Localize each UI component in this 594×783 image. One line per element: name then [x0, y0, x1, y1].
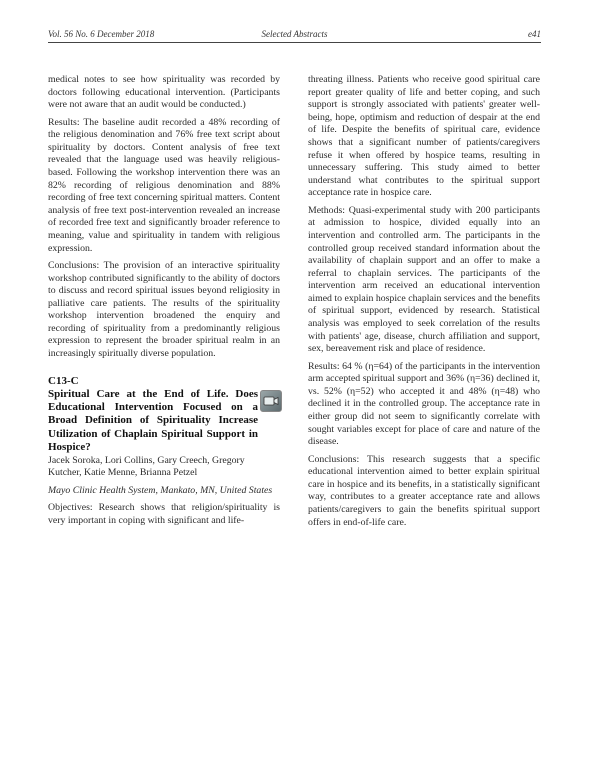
right-column: [308, 74, 540, 534]
header-rule: [48, 42, 541, 43]
results-paragraph: Results: The baseline audit recorded a 48% recording of the religious denomination and 76% free text script about spirituality by doctors. Content analysis of free text revealed that the language used was heavily religious-based. Following the workshop intervention there was an 82% recording of religious denomination and 88% recording of free text concerning spiritual matters. Content analysis of free text post-intervention revealed an increase of recorded free text and significantly broader reference to meaning, value and spirituality in tandem with religious expression.: [48, 116, 280, 254]
abstract-code: C13-C: [48, 374, 79, 387]
abstract-affiliation: Mayo Clinic Health System, Mankato, MN, United States: [48, 484, 273, 496]
section-title: Selected Abstracts: [261, 29, 328, 39]
conclusions-paragraph: Conclusions: This research suggests that a specific educational intervention aimed to better explain spiritual care in hospice and its benefits, in a statistically significant way, contributes to a greater acceptance rate and allows patients/caregivers to gain the benefits spiritual support offers in end-of-life care.: [308, 453, 540, 528]
abstract-title: Spiritual Care at the End of Life. Does Educational Intervention Focused on a Broad Definition of Spirituality Increase Utilization of Chaplain Spiritual Support in Hospice?: [48, 387, 258, 454]
journal-volume: Vol. 56 No. 6 December 2018: [48, 29, 155, 39]
paragraph: threating illness. Patients who receive good spiritual care report greater quality of life and better coping, and such support is strongly associated with patients' greater well-being, hope, optimism and reduction of despair at the end of life. Despite the benefits of spiritual care, evidence shows that a significant number of patients/caregivers refuse it when offered by hospice teams, resulting in unnecessary suffering. This study aimed to better understand what contributes to the spiritual support acceptance rate in hospice care.: [308, 74, 540, 199]
objectives-paragraph: Objectives: Research shows that religion/spirituality is very important in coping with significant and life-: [48, 502, 280, 526]
results-paragraph: Results: 64 % (η=64) of the participants in the intervention arm accepted spiritual support and 36% (η=36) declined it, vs. 52% (η=52) who accepted it and 48% (η=48) who declined it in the controlled group. The acceptance rate in either group did not seem to significantly correlate with sought variables except for place of care and nature of the disease.: [308, 360, 540, 448]
conclusions-paragraph: Conclusions: The provision of an interactive spirituality workshop contributed significantly to the ability of doctors to discuss and record spiritual issues beyond religiosity in palliative care patients. The results of the spirituality workshop intervention broadened the enquiry and recording of spirituality from a predominantly religious expression to represent the broader spiritual realm in an increasingly spiritually diverse population.: [48, 259, 280, 360]
abstract-title-block: [48, 388, 280, 455]
paragraph: medical notes to see how spirituality was recorded by doctors following educational intervention. (Participants were not aware that an audit would be conducted.): [48, 74, 280, 111]
left-column: [48, 74, 280, 532]
methods-paragraph: Methods: Quasi-experimental study with 200 participants at admission to hospice, divided equally into an intervention and controlled arm. The participants in the controlled group received standard information about the availability of chaplain support and an offer to make a referral to chaplain services. The participants of the intervention arm received an educational intervention aimed to explain hospice chaplain services and the benefits of spiritual support, evidenced by research. Statistical analysis was employed to seek correlation of the results with patients' age, disease, church affiliation and support, sex, bereavement risk and place of residence.: [308, 204, 540, 355]
page-number: e41: [528, 29, 541, 39]
video-camera-icon[interactable]: [260, 390, 282, 412]
running-header: [48, 29, 541, 43]
abstract-authors: Jacek Soroka, Lori Collins, Gary Creech, Gregory Kutcher, Katie Menne, Brianna Petzel: [48, 454, 245, 479]
